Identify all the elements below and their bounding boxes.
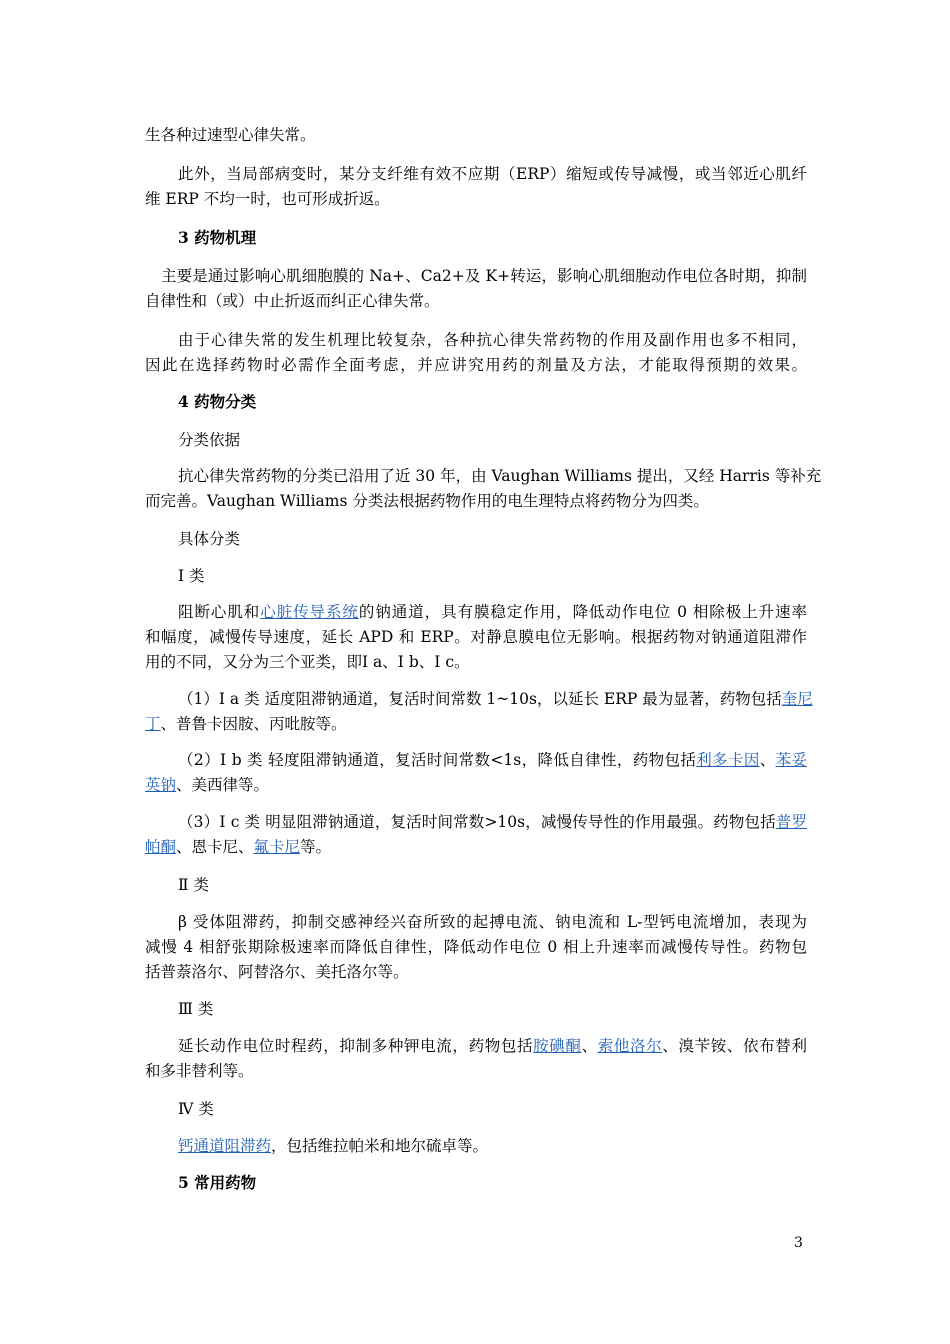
paragraph-class1-line2: 和幅度，减慢传导速度，延长 APD 和 ERP。对静息膜电位无影响。根据药物对钠通道阻滞作 [145, 628, 807, 646]
text-span: 、恩卡尼、 [176, 838, 254, 856]
paragraph-class1c-line1 [178, 812, 807, 832]
paragraph-complexity-line2: 因此在选择药物时必需作全面考虑，并应讲究用药的剂量及方法，才能取得预期的效果。 [145, 356, 807, 374]
paragraph-class1b-line2 [145, 775, 807, 795]
paragraph-complexity-line1: 由于心律失常的发生机理比较复杂，各种抗心律失常药物的作用及副作用也多不相同， [178, 331, 807, 349]
link-amiodarone[interactable]: 胺碘酮 [533, 1037, 582, 1055]
text-span: 、 [759, 751, 776, 769]
subheading-basis: 分类依据 [178, 431, 241, 449]
link-quinidine[interactable]: 奎尼 [781, 690, 813, 708]
text-span: （1）Ⅰ a 类 适度阻滞钠通道，复活时间常数 1~10s，以延长 ERP 最为显著，药物包括 [178, 690, 782, 708]
paragraph-mechanism-line2: 自律性和（或）中止折返而纠正心律失常。 [145, 292, 440, 310]
section-heading-5: 5 常用药物 [178, 1173, 257, 1192]
text-span: （3）Ⅰ c 类 明显阻滞钠通道，复活时间常数>10s，减慢传导性的作用最强。药物包括 [178, 813, 776, 831]
paragraph-class1-line1 [178, 602, 807, 622]
paragraph-class1-line3: 用的不同，又分为三个亚类，即Ⅰ a、Ⅰ b、Ⅰ c。 [145, 653, 470, 671]
text-span: 、 [581, 1037, 598, 1055]
link-phenytoin[interactable]: 苯妥 [775, 751, 807, 769]
text-span: ，包括维拉帕米和地尔硫卓等。 [271, 1137, 489, 1155]
paragraph-history-line2: 而完善。Vaughan Williams 分类法根据药物作用的电生理特点将药物分为四类。 [145, 492, 709, 510]
link-quinidine-cont[interactable]: 丁 [145, 715, 161, 733]
text-span: 的钠通道，具有膜稳定作用，降低动作电位 0 相除极上升速率 [358, 603, 807, 621]
paragraph-history-line1: 抗心律失常药物的分类已沿用了近 30 年，由 Vaughan Williams 提出，又经 Harris 等补充 [178, 467, 822, 485]
section-heading-4: 4 药物分类 [178, 392, 257, 411]
link-sotalol[interactable]: 索他洛尔 [597, 1037, 663, 1055]
paragraph-class2-line3: 括普萘洛尔、阿替洛尔、美托洛尔等。 [145, 963, 409, 981]
link-flecainide[interactable]: 氟卡尼 [253, 838, 301, 856]
link-phenytoin-cont[interactable]: 英钠 [145, 776, 177, 794]
text-span: 等。 [300, 838, 332, 856]
paragraph-class1c-line2 [145, 837, 807, 857]
paragraph-class3-line2: 和多非替利等。 [145, 1062, 254, 1080]
class-4-heading: Ⅳ 类 [178, 1100, 214, 1118]
class-1-heading: Ⅰ 类 [178, 567, 205, 585]
link-lidocaine[interactable]: 利多卡因 [696, 751, 760, 769]
text-span: （2）Ⅰ b 类 轻度阻滞钠通道，复活时间常数<1s，降低自律性，药物包括 [178, 751, 697, 769]
subheading-specific: 具体分类 [178, 530, 241, 548]
link-calcium-channel-blocker[interactable]: 钙通道阻滞药 [178, 1137, 272, 1155]
link-cardiac-conduction-system[interactable]: 心脏传导系统 [260, 603, 359, 621]
paragraph-class4 [178, 1136, 807, 1156]
paragraph-class1a-line2 [145, 714, 807, 734]
paragraph-class2-line2: 减慢 4 相舒张期除极速率而降低自律性，降低动作电位 0 相上升速率而减慢传导性。药物包 [145, 938, 807, 956]
paragraph-continuation: 生各种过速型心律失常。 [145, 126, 316, 144]
class-3-heading: Ⅲ 类 [178, 1000, 214, 1018]
paragraph-mechanism-line1: 主要是通过影响心肌细胞膜的 Na+、Ca2+及 K+转运，影响心肌细胞动作电位各时期，抑制 [161, 267, 807, 285]
paragraph-class3-line1 [178, 1036, 807, 1056]
class-2-heading: Ⅱ 类 [178, 876, 209, 894]
text-span: 、美西律等。 [176, 776, 270, 794]
paragraph-erp-line1: 此外，当局部病变时，某分支纤维有效不应期（ERP）缩短或传导减慢，或当邻近心肌纤 [178, 165, 807, 183]
paragraph-class2-line1: β 受体阻滞药，抑制交感神经兴奋所致的起搏电流、钠电流和 L-型钙电流增加，表现为 [178, 913, 807, 931]
paragraph-erp-line2: 维 ERP 不均一时，也可形成折返。 [145, 190, 390, 208]
text-span: 、溴苄铵、依布替利 [662, 1037, 807, 1055]
text-span: 阻断心肌和 [178, 603, 261, 621]
page-number: 3 [794, 1235, 803, 1251]
link-propafenone[interactable]: 普罗 [775, 813, 807, 831]
text-span: 延长动作电位时程药，抑制多种钾电流，药物包括 [178, 1037, 534, 1055]
section-heading-3: 3 药物机理 [178, 228, 257, 247]
paragraph-class1a-line1 [178, 689, 813, 709]
text-span: 、普鲁卡因胺、丙吡胺等。 [160, 715, 347, 733]
paragraph-class1b-line1 [178, 750, 807, 770]
link-propafenone-cont[interactable]: 帕酮 [145, 838, 177, 856]
